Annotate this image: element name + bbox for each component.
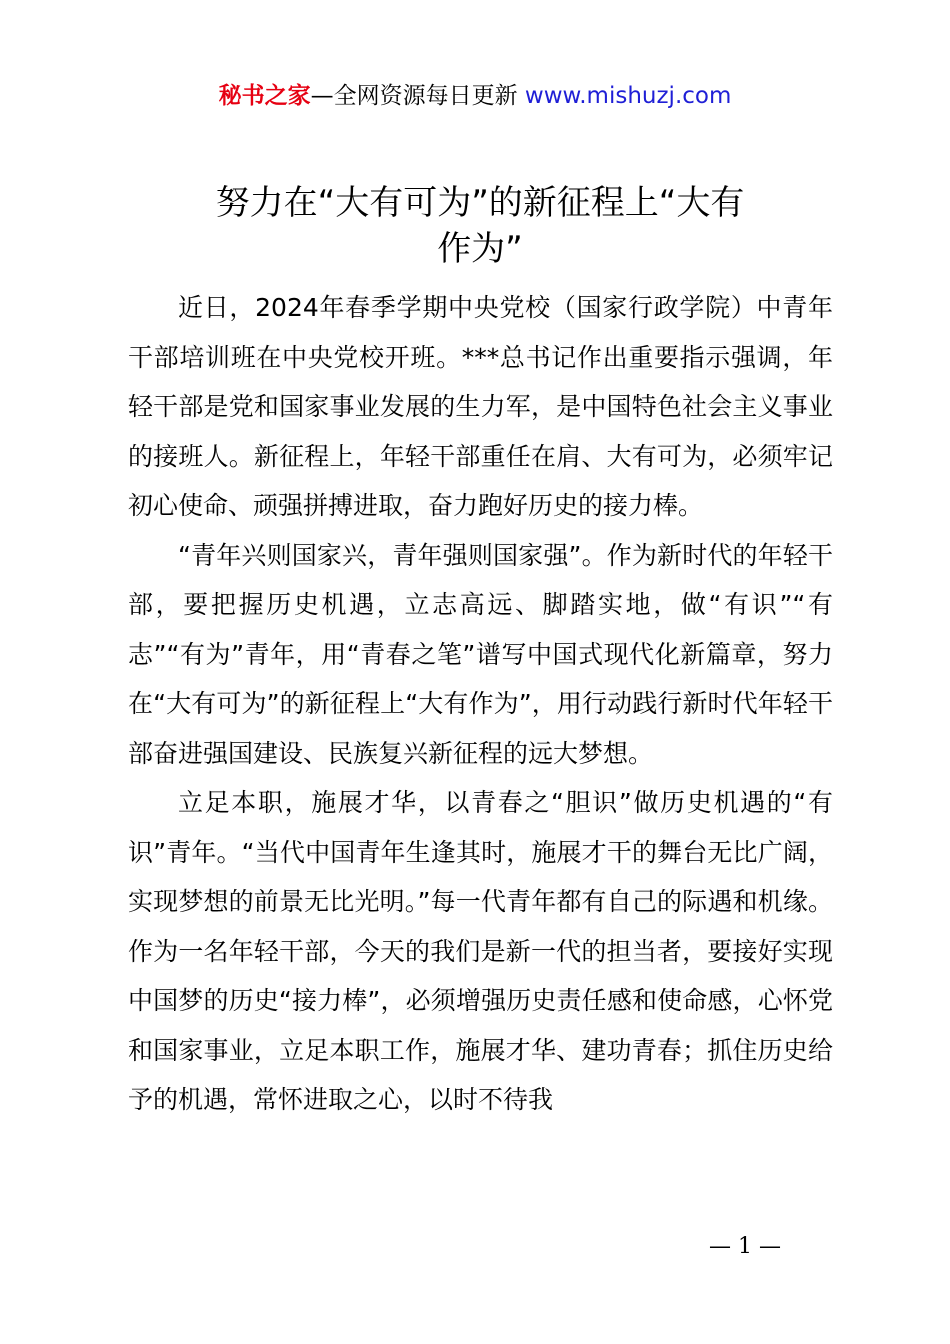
paragraph-1: 近日，2024年春季学期中央党校（国家行政学院）中青年干部培训班在中央党校开班。***总书记作出重要指示强调，年轻干部是党和国家事业发展的生力军，是中国特色社会主义事业的接班人。新征程上，年轻干部重任在肩、大有可为，必须牢记初心使命、顽强拼搏进取，奋力跑好历史的接力棒。 — [128, 293, 833, 520]
title-line-1: 努力在“大有可为”的新征程上“大有 — [215, 183, 745, 223]
document-title — [130, 180, 830, 272]
title-line-2: 作为” — [437, 229, 523, 269]
header-tagline: —全网资源每日更新 — [310, 83, 518, 109]
header-brand: 秘书之家 — [218, 83, 311, 109]
page-number: — 1 — — [709, 1234, 781, 1259]
site-header — [0, 80, 950, 112]
document-body — [128, 283, 833, 1125]
header-url-link[interactable]: www.mishuzj.com — [524, 83, 732, 109]
paragraph-3: 立足本职，施展才华，以青春之“胆识”做历史机遇的“有识”青年。“当代中国青年生逢其时，施展才干的舞台无比广阔，实现梦想的前景无比光明。”每一代青年都有自己的际遇和机缘。作为一名年轻干部，今天的我们是新一代的担当者，要接好实现中国梦的历史“接力棒”，必须增强历史责任感和使命感，心怀党和国家事业，立足本职工作，施展才华、建功青春；抓住历史给予的机遇，常怀进取之心，以时不待我 — [128, 788, 833, 1114]
paragraph-2: “青年兴则国家兴，青年强则国家强”。作为新时代的年轻干部，要把握历史机遇，立志高远、脚踏实地，做“有识”“有志”“有为”青年，用“青春之笔”谱写中国式现代化新篇章，努力在“大有可为”的新征程上“大有作为”，用行动践行新时代年轻干部奋进强国建设、民族复兴新征程的远大梦想。 — [128, 540, 833, 768]
